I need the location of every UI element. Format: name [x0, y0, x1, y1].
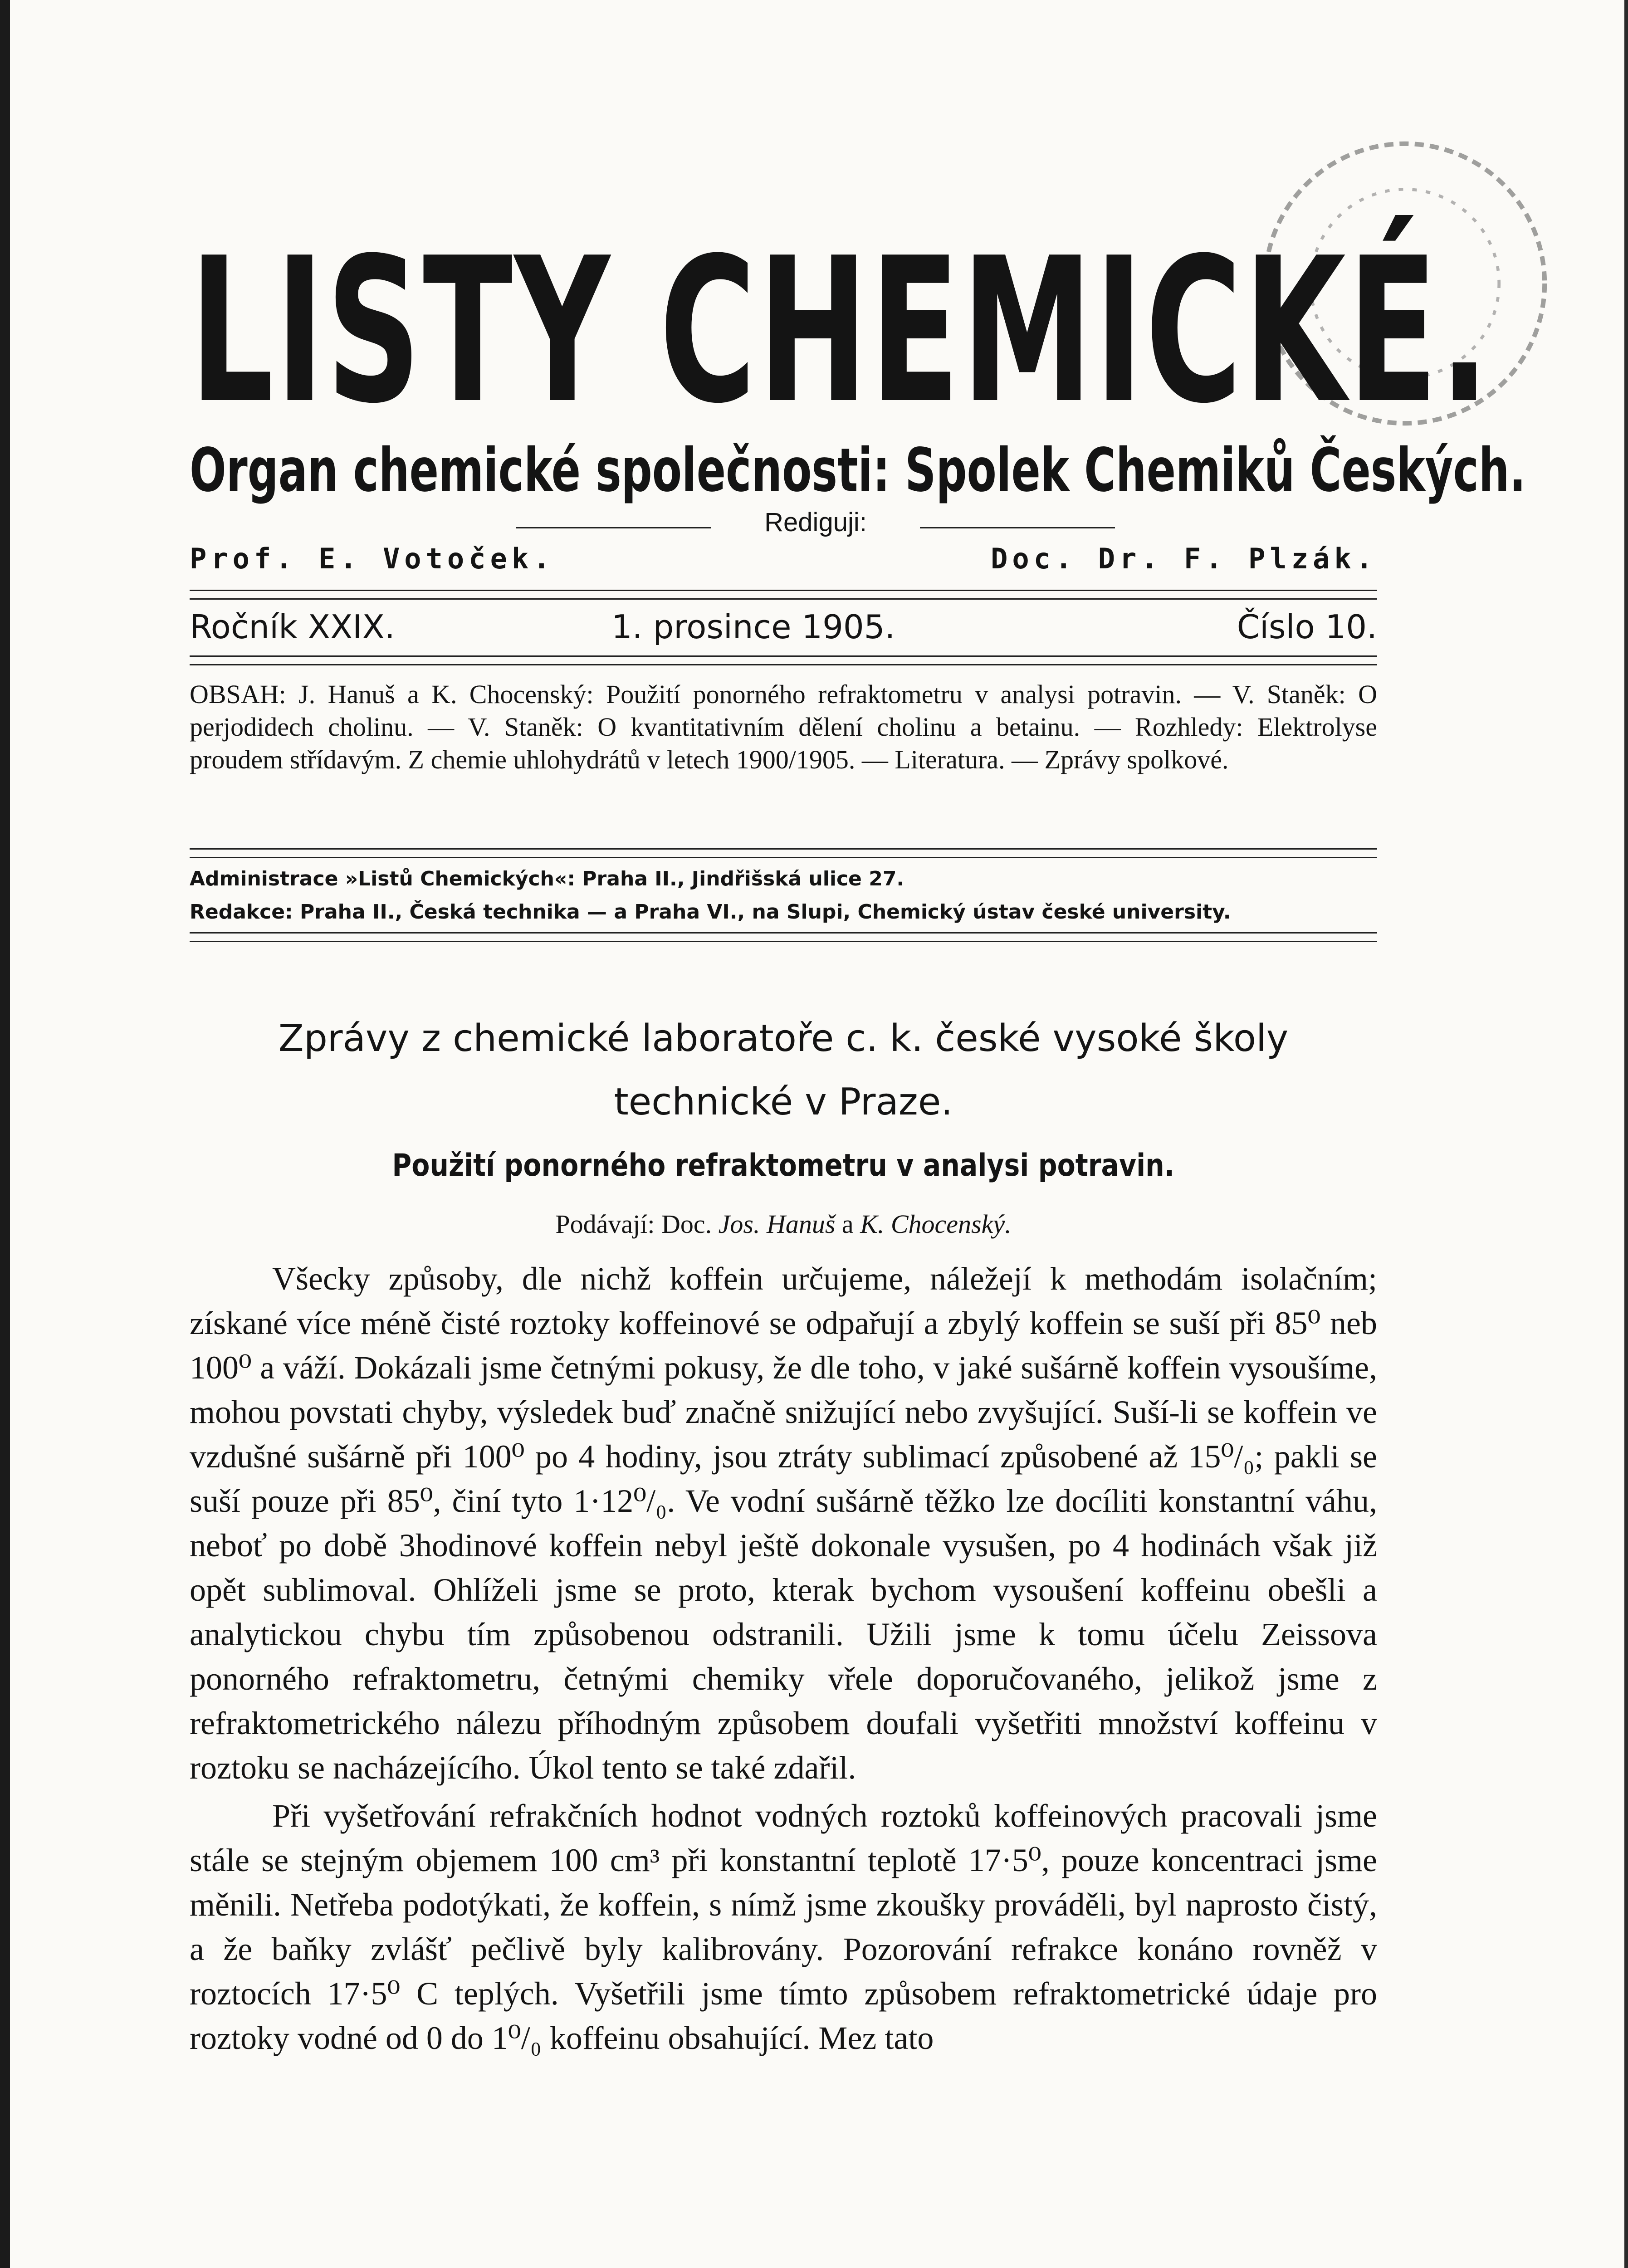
paragraph: Při vyšetřování refrakčních hodnot vodných roztoků koffeinových pracovali jsme stále se stejným objemem 100 cm³ při konstantní teplotě 17·5⁰, pouze koncentraci jsme měnili. Netřeba podotýkati, že koffein, s nímž jsme zkoušky prováděli, byl naprosto čistý, a že baňky zvlášť pečlivě byly kalibrovány. Pozorování refrakce konáno rovněž v roztocích 17·5⁰ C teplých. Vyšetřili jsme tímto způsobem refraktometrické údaje pro roztoky vodné od 0 do 1⁰/₀ koffeinu obsahující. Mez tato: [190, 1798, 1377, 2056]
article-body: [190, 1256, 1377, 2060]
issue-date: 1. prosince 1905.: [611, 608, 895, 646]
table-of-contents: OBSAH: J. Hanuš a K. Chocenský: Použití ponorného refraktometru v analysi potravin. — V. Staněk: O perjodidech cholinu. — V. Staněk: O kvantitativním dělení cholinu a betainu. — Rozhledy: Elektrolyse proudem střídavým. Z chemie uhlohydrátů v letech 1900/1905. — Literatura. — Zprávy spolkové.: [190, 679, 1377, 774]
issue-number: Číslo 10.: [1237, 608, 1377, 646]
author-2: K. Chocenský.: [860, 1209, 1012, 1239]
rediguji-label: Rediguji:: [764, 508, 867, 537]
paragraph: Všecky způsoby, dle nichž koffein určujeme, náležejí k methodám isolačním; získané více méně čisté roztoky koffeinové se odpařují a zbylý koffein se suší při 85⁰ neb 100⁰ a váží. Dokázali jsme četnými pokusy, že dle toho, v jaké sušárně koffein vysoušíme, mohou povstati chyby, výsledek buď značně snižující nebo zvyšující. Suší-li se koffein ve vzdušné sušárně při 100⁰ po 4 hodiny, jsou ztráty sublimací způsobené až 15⁰/₀; pakli se suší pouze při 85⁰, činí tyto 1·12⁰/₀. Ve vodní sušárně těžko lze docíliti konstantní váhu, neboť po době 3hodinové koffein nebyl ještě dokonale vysušen, po 4 hodinách však již opět sublimoval. Ohlíželi jsme se proto, kterak bychom vysoušení koffeinu obešli a analytickou chybu tím způsobenou odstranili. Užili jsme k tomu účelu Zeissova ponorného refraktometru, četnými chemiky vřele doporučovaného, jelikož jsme z refraktometrického nálezu příhodným způsobem doufali vyšetřiti množství koffeinu v roztoku se nacházejícího. Úkol tento se také zdařil.: [190, 1261, 1377, 1786]
journal-subtitle: Organ chemické společnosti: Spolek Chemiků Českých.: [190, 435, 1526, 505]
journal-title: LISTY CHEMICKÉ.: [190, 215, 1491, 447]
editor-left: Prof. E. Votoček.: [190, 542, 555, 575]
editor-right: Doc. Dr. F. Plzák.: [991, 542, 1377, 575]
divider: [190, 655, 1377, 665]
issue-line: [190, 608, 1377, 653]
admin-address: Administrace »Listů Chemických«: Praha II., Jindřišská ulice 27.: [190, 867, 904, 890]
editorial-address: Redakce: Praha II., Česká technika — a Praha VI., na Slupi, Chemický ústav české university.: [190, 900, 1231, 924]
volume: Ročník XXIX.: [190, 608, 395, 646]
article-title: [190, 1148, 1377, 1183]
article-title-text: Použití ponorného refraktometru v analysi potravin.: [392, 1148, 1175, 1183]
authors-prefix: Podávají: Doc.: [555, 1209, 712, 1239]
rule-right: [920, 527, 1115, 528]
divider: [190, 848, 1377, 858]
article-authors: [190, 1209, 1377, 1239]
scan-right-edge: [1624, 0, 1628, 2268]
editors: [190, 542, 1377, 583]
divider: [190, 932, 1377, 942]
authors-and: a: [841, 1209, 854, 1239]
divider: [190, 590, 1377, 600]
section-heading: Zprávy z chemické laboratoře c. k. české vysoké školy technické v Praze.: [278, 1017, 1289, 1124]
scan-left-edge: [0, 0, 10, 2268]
author-1: Jos. Hanuš: [718, 1209, 836, 1239]
rediguji-row: [516, 507, 1115, 543]
